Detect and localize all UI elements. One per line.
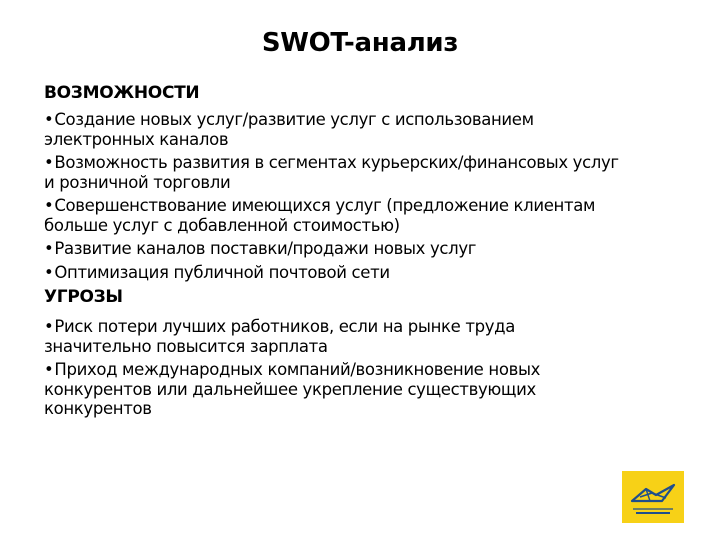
threat-text: конкурентов xyxy=(44,399,152,418)
bullet-icon: • xyxy=(44,317,54,336)
opportunity-text: Возможность развития в сегментах курьерских/финансовых услуг xyxy=(54,153,619,172)
opportunity-text: и розничной торговли xyxy=(44,172,231,192)
page-title: SWOT-анализ xyxy=(261,28,459,58)
threat-text: Приход международных компаний/возникновение новых xyxy=(54,360,541,379)
threat-text: значительно повысится зарплата xyxy=(44,336,328,356)
opportunity-item xyxy=(44,263,684,283)
opportunity-item xyxy=(44,196,684,235)
threat-text: конкурентов или дальнейшее укрепление существующих xyxy=(44,379,536,399)
bullet-icon: • xyxy=(44,360,54,379)
postal-logo-icon xyxy=(622,471,684,523)
opportunity-item xyxy=(44,239,684,259)
threat-item xyxy=(44,360,684,419)
opportunity-text: Совершенствование имеющихся услуг (предложение клиентам xyxy=(54,196,596,215)
bullet-icon: • xyxy=(44,196,54,215)
threat-item xyxy=(44,317,684,356)
opportunity-item xyxy=(44,110,684,149)
bullet-icon: • xyxy=(44,153,54,172)
opportunity-text: Развитие каналов поставки/продажи новых услуг xyxy=(54,239,477,258)
bullet-icon: • xyxy=(44,239,54,258)
opportunity-text: электронных каналов xyxy=(44,129,229,149)
threat-text: Риск потери лучших работников, если на рынке труда xyxy=(54,317,515,336)
opportunity-text: больше услуг с добавленной стоимостью) xyxy=(44,215,400,235)
swot-content xyxy=(44,82,684,423)
opportunity-text: Оптимизация публичной почтовой сети xyxy=(54,262,390,282)
opportunities-heading: ВОЗМОЖНОСТИ xyxy=(44,83,200,103)
opportunity-text: Создание новых услуг/развитие услуг с использованием xyxy=(54,110,534,129)
bullet-icon: • xyxy=(44,110,54,129)
opportunity-item xyxy=(44,153,684,192)
bullet-icon: • xyxy=(44,262,54,282)
threats-heading: УГРОЗЫ xyxy=(44,287,123,307)
